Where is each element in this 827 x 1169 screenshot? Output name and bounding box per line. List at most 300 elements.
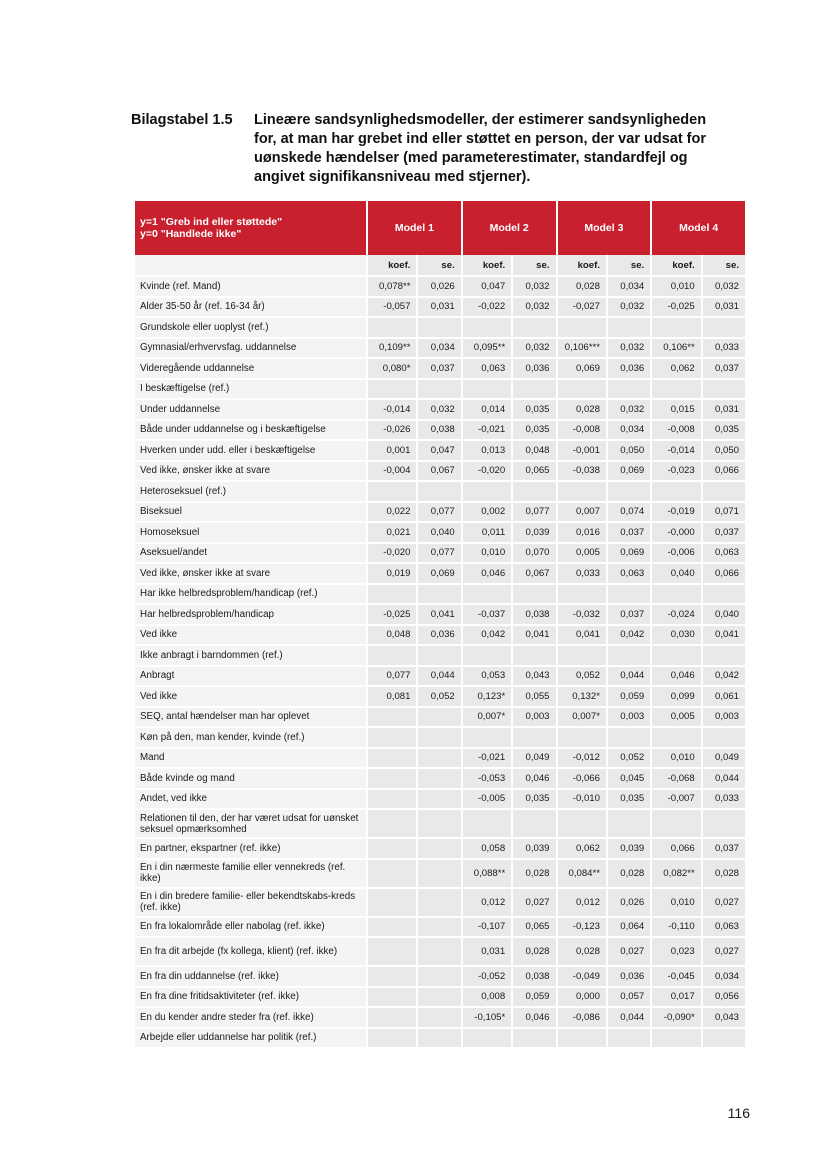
table-row — [135, 708, 745, 729]
value-cell — [463, 1029, 511, 1050]
value-cell: 0,106** — [652, 339, 700, 360]
value-cell — [558, 810, 606, 839]
value-cell: -0,008 — [558, 421, 606, 442]
value-cell — [463, 380, 511, 401]
value-cell: 0,035 — [608, 790, 650, 811]
value-cell — [368, 918, 416, 939]
value-cell: 0,038 — [513, 967, 555, 988]
value-cell — [608, 482, 650, 503]
value-cell — [652, 585, 700, 606]
value-cell: -0,052 — [463, 967, 511, 988]
table-row — [135, 749, 745, 770]
subheader-cell: koef. — [558, 255, 606, 277]
value-cell: 0,014 — [463, 400, 511, 421]
table-row — [135, 277, 745, 298]
value-cell — [513, 1029, 555, 1050]
value-cell — [368, 749, 416, 770]
table-row — [135, 359, 745, 380]
value-cell — [418, 585, 460, 606]
value-cell: 0,003 — [703, 708, 745, 729]
table-row — [135, 482, 745, 503]
value-cell — [513, 646, 555, 667]
table-row — [135, 523, 745, 544]
value-cell: -0,110 — [652, 918, 700, 939]
value-cell — [368, 860, 416, 889]
value-cell: 0,010 — [652, 749, 700, 770]
value-cell: 0,095** — [463, 339, 511, 360]
value-cell — [418, 708, 460, 729]
value-cell: 0,077 — [513, 503, 555, 524]
value-cell: 0,037 — [608, 605, 650, 626]
value-cell: 0,001 — [368, 441, 416, 462]
value-cell — [418, 318, 460, 339]
table-row — [135, 298, 745, 319]
value-cell — [513, 728, 555, 749]
value-cell: 0,071 — [703, 503, 745, 524]
value-cell: 0,049 — [703, 749, 745, 770]
value-cell — [608, 810, 650, 839]
row-label: Hverken under udd. eller i beskæftigelse — [135, 441, 366, 462]
value-cell: 0,069 — [558, 359, 606, 380]
value-cell: 0,041 — [513, 626, 555, 647]
value-cell: 0,034 — [608, 421, 650, 442]
value-cell: 0,066 — [652, 839, 700, 860]
value-cell — [703, 380, 745, 401]
table-row — [135, 889, 745, 918]
value-cell: 0,063 — [703, 918, 745, 939]
value-cell: 0,088** — [463, 860, 511, 889]
model-1-header: Model 1 — [368, 201, 461, 255]
value-cell: 0,028 — [703, 860, 745, 889]
value-cell: -0,068 — [652, 769, 700, 790]
value-cell: 0,036 — [608, 359, 650, 380]
value-cell: 0,037 — [703, 839, 745, 860]
table-row — [135, 380, 745, 401]
value-cell: 0,132* — [558, 687, 606, 708]
table-row — [135, 544, 745, 565]
value-cell: 0,010 — [463, 544, 511, 565]
value-cell — [703, 318, 745, 339]
value-cell: 0,032 — [513, 277, 555, 298]
table-row — [135, 918, 745, 939]
value-cell: 0,040 — [652, 564, 700, 585]
row-label: Homoseksuel — [135, 523, 366, 544]
value-cell — [368, 790, 416, 811]
value-cell — [513, 585, 555, 606]
value-cell: 0,032 — [608, 400, 650, 421]
value-cell — [513, 380, 555, 401]
table-row — [135, 988, 745, 1009]
value-cell: 0,011 — [463, 523, 511, 544]
row-label: Under uddannelse — [135, 400, 366, 421]
caption-text: Lineære sandsynlighedsmodeller, der estimerer sandsynligheden for, at man har grebet ind eller støttet en person, der var udsat for uønskede hændelser (med parameterestimater, standardfejl og angivet signifikansniveau med stjerner). — [254, 112, 707, 185]
value-cell — [463, 482, 511, 503]
row-label: SEQ, antal hændelser man har oplevet — [135, 708, 366, 729]
value-cell — [368, 769, 416, 790]
value-cell: -0,008 — [652, 421, 700, 442]
table-row — [135, 667, 745, 688]
row-label: Gymnasial/erhvervsfag. uddannelse — [135, 339, 366, 360]
value-cell — [652, 318, 700, 339]
value-cell: 0,042 — [463, 626, 511, 647]
value-cell: -0,007 — [652, 790, 700, 811]
value-cell — [558, 380, 606, 401]
value-cell — [703, 482, 745, 503]
value-cell — [703, 1029, 745, 1050]
value-cell: -0,026 — [368, 421, 416, 442]
value-cell: 0,052 — [608, 749, 650, 770]
value-cell — [368, 938, 416, 967]
subheader-cell: se. — [513, 255, 555, 277]
value-cell: 0,106*** — [558, 339, 606, 360]
value-cell: 0,062 — [558, 839, 606, 860]
value-cell: 0,040 — [418, 523, 460, 544]
value-cell — [368, 1029, 416, 1050]
value-cell — [608, 585, 650, 606]
value-cell: -0,025 — [652, 298, 700, 319]
value-cell: 0,010 — [652, 889, 700, 918]
value-cell: 0,070 — [513, 544, 555, 565]
value-cell: -0,027 — [558, 298, 606, 319]
table-row — [135, 605, 745, 626]
value-cell: -0,014 — [368, 400, 416, 421]
value-cell: 0,123* — [463, 687, 511, 708]
value-cell: 0,082** — [652, 860, 700, 889]
value-cell — [513, 318, 555, 339]
value-cell — [558, 646, 606, 667]
row-label: En i din bredere familie- eller bekendtskabs-kreds (ref. ikke) — [135, 889, 366, 918]
value-cell — [418, 646, 460, 667]
value-cell — [463, 646, 511, 667]
value-cell — [652, 1029, 700, 1050]
value-cell: 0,036 — [418, 626, 460, 647]
value-cell: 0,034 — [418, 339, 460, 360]
value-cell: 0,026 — [608, 889, 650, 918]
row-label: Anbragt — [135, 667, 366, 688]
value-cell — [608, 646, 650, 667]
table-row — [135, 860, 745, 889]
value-cell: 0,084** — [558, 860, 606, 889]
table-caption — [131, 111, 731, 187]
subheader-row — [135, 255, 745, 277]
value-cell — [418, 728, 460, 749]
row-label: En partner, ekspartner (ref. ikke) — [135, 839, 366, 860]
outcome-y1: y=1 "Greb ind eller støttede" — [140, 216, 283, 228]
value-cell: 0,039 — [513, 523, 555, 544]
table-row — [135, 339, 745, 360]
regression-table — [133, 201, 747, 1049]
value-cell: -0,032 — [558, 605, 606, 626]
value-cell: 0,050 — [703, 441, 745, 462]
value-cell: 0,031 — [463, 938, 511, 967]
value-cell: 0,063 — [703, 544, 745, 565]
value-cell: 0,037 — [608, 523, 650, 544]
subheader-cell: se. — [418, 255, 460, 277]
table-row — [135, 810, 745, 839]
value-cell — [513, 810, 555, 839]
value-cell: -0,123 — [558, 918, 606, 939]
value-cell: 0,019 — [368, 564, 416, 585]
value-cell — [608, 380, 650, 401]
row-label: En fra lokalområde eller nabolag (ref. ikke) — [135, 918, 366, 939]
value-cell — [463, 585, 511, 606]
value-cell: 0,041 — [703, 626, 745, 647]
table-row — [135, 462, 745, 483]
value-cell: 0,027 — [513, 889, 555, 918]
caption-label: Bilagstabel 1.5 — [131, 112, 233, 128]
row-label: Relationen til den, der har været udsat for uønsket seksuel opmærksomhed — [135, 810, 366, 839]
value-cell — [513, 482, 555, 503]
value-cell: 0,007 — [558, 503, 606, 524]
table-row — [135, 441, 745, 462]
row-label: Har ikke helbredsproblem/handicap (ref.) — [135, 585, 366, 606]
model-2-header: Model 2 — [463, 201, 556, 255]
subheader-cell: se. — [703, 255, 745, 277]
value-cell: 0,005 — [558, 544, 606, 565]
value-cell: 0,028 — [558, 277, 606, 298]
value-cell — [418, 380, 460, 401]
value-cell: 0,036 — [513, 359, 555, 380]
table-row — [135, 626, 745, 647]
value-cell — [418, 988, 460, 1009]
value-cell — [368, 318, 416, 339]
value-cell: -0,012 — [558, 749, 606, 770]
value-cell: 0,109** — [368, 339, 416, 360]
value-cell: 0,044 — [703, 769, 745, 790]
value-cell — [418, 1008, 460, 1029]
row-label: Grundskole eller uoplyst (ref.) — [135, 318, 366, 339]
table-row — [135, 585, 745, 606]
subheader-blank — [135, 255, 366, 277]
value-cell: 0,046 — [513, 769, 555, 790]
value-cell: 0,000 — [558, 988, 606, 1009]
value-cell: 0,042 — [608, 626, 650, 647]
value-cell: 0,046 — [463, 564, 511, 585]
value-cell: 0,015 — [652, 400, 700, 421]
value-cell — [652, 482, 700, 503]
row-label: Køn på den, man kender, kvinde (ref.) — [135, 728, 366, 749]
value-cell: 0,064 — [608, 918, 650, 939]
table-row — [135, 1008, 745, 1029]
value-cell: 0,077 — [368, 667, 416, 688]
value-cell: -0,038 — [558, 462, 606, 483]
value-cell: 0,041 — [418, 605, 460, 626]
value-cell — [418, 749, 460, 770]
value-cell — [418, 938, 460, 967]
value-cell: 0,044 — [608, 1008, 650, 1029]
value-cell — [558, 728, 606, 749]
value-cell — [418, 918, 460, 939]
value-cell — [368, 728, 416, 749]
value-cell: 0,028 — [608, 860, 650, 889]
table-row — [135, 421, 745, 442]
value-cell: 0,042 — [703, 667, 745, 688]
value-cell: 0,033 — [703, 790, 745, 811]
value-cell: 0,012 — [558, 889, 606, 918]
value-cell: 0,066 — [703, 564, 745, 585]
table-header-row — [135, 201, 745, 255]
value-cell: 0,053 — [463, 667, 511, 688]
table-row — [135, 769, 745, 790]
table-row — [135, 938, 745, 967]
value-cell: 0,041 — [558, 626, 606, 647]
value-cell: -0,021 — [463, 749, 511, 770]
value-cell: 0,032 — [513, 298, 555, 319]
value-cell: 0,028 — [558, 938, 606, 967]
row-label: Arbejde eller uddannelse har politik (ref.) — [135, 1029, 366, 1050]
value-cell — [368, 380, 416, 401]
value-cell: 0,003 — [608, 708, 650, 729]
value-cell: 0,058 — [463, 839, 511, 860]
value-cell — [368, 810, 416, 839]
value-cell: 0,049 — [513, 749, 555, 770]
row-label: I beskæftigelse (ref.) — [135, 380, 366, 401]
value-cell: 0,059 — [513, 988, 555, 1009]
value-cell — [368, 585, 416, 606]
value-cell: -0,053 — [463, 769, 511, 790]
value-cell: 0,017 — [652, 988, 700, 1009]
value-cell — [703, 810, 745, 839]
value-cell: 0,056 — [703, 988, 745, 1009]
value-cell: 0,007* — [463, 708, 511, 729]
value-cell — [418, 769, 460, 790]
value-cell: 0,035 — [513, 400, 555, 421]
value-cell: 0,039 — [608, 839, 650, 860]
value-cell: 0,026 — [418, 277, 460, 298]
value-cell: 0,035 — [513, 421, 555, 442]
value-cell: 0,067 — [513, 564, 555, 585]
value-cell: 0,077 — [418, 503, 460, 524]
value-cell — [558, 585, 606, 606]
value-cell: 0,031 — [703, 298, 745, 319]
value-cell: 0,035 — [513, 790, 555, 811]
value-cell: 0,043 — [513, 667, 555, 688]
model-4-header: Model 4 — [652, 201, 745, 255]
value-cell: 0,002 — [463, 503, 511, 524]
value-cell — [558, 482, 606, 503]
row-label: Kvinde (ref. Mand) — [135, 277, 366, 298]
value-cell — [418, 482, 460, 503]
value-cell: 0,045 — [608, 769, 650, 790]
value-cell — [418, 967, 460, 988]
value-cell — [558, 1029, 606, 1050]
value-cell: -0,049 — [558, 967, 606, 988]
value-cell — [368, 1008, 416, 1029]
value-cell: 0,005 — [652, 708, 700, 729]
value-cell: 0,043 — [703, 1008, 745, 1029]
page-number: 116 — [727, 1105, 750, 1121]
value-cell — [418, 810, 460, 839]
value-cell: -0,000 — [652, 523, 700, 544]
value-cell: 0,044 — [418, 667, 460, 688]
value-cell: -0,045 — [652, 967, 700, 988]
value-cell: 0,065 — [513, 918, 555, 939]
value-cell: -0,025 — [368, 605, 416, 626]
value-cell: 0,055 — [513, 687, 555, 708]
value-cell: 0,065 — [513, 462, 555, 483]
table-row — [135, 400, 745, 421]
value-cell: 0,050 — [608, 441, 650, 462]
subheader-cell: se. — [608, 255, 650, 277]
value-cell: 0,032 — [418, 400, 460, 421]
value-cell: 0,028 — [558, 400, 606, 421]
value-cell: 0,037 — [418, 359, 460, 380]
subheader-cell: koef. — [368, 255, 416, 277]
value-cell: -0,105* — [463, 1008, 511, 1029]
value-cell: -0,090* — [652, 1008, 700, 1029]
value-cell: 0,035 — [703, 421, 745, 442]
value-cell — [652, 380, 700, 401]
row-label: Heteroseksuel (ref.) — [135, 482, 366, 503]
value-cell — [703, 585, 745, 606]
value-cell — [418, 790, 460, 811]
value-cell: -0,086 — [558, 1008, 606, 1029]
value-cell: -0,021 — [463, 421, 511, 442]
value-cell: 0,080* — [368, 359, 416, 380]
value-cell: 0,038 — [513, 605, 555, 626]
value-cell: -0,014 — [652, 441, 700, 462]
value-cell: 0,003 — [513, 708, 555, 729]
value-cell: 0,052 — [558, 667, 606, 688]
value-cell — [608, 318, 650, 339]
value-cell — [652, 646, 700, 667]
value-cell — [418, 889, 460, 918]
value-cell: -0,057 — [368, 298, 416, 319]
row-label: Aseksuel/andet — [135, 544, 366, 565]
value-cell — [368, 988, 416, 1009]
value-cell: 0,030 — [652, 626, 700, 647]
value-cell: -0,020 — [368, 544, 416, 565]
value-cell: 0,069 — [418, 564, 460, 585]
value-cell: 0,037 — [703, 359, 745, 380]
value-cell: 0,034 — [703, 967, 745, 988]
value-cell: 0,008 — [463, 988, 511, 1009]
value-cell: 0,031 — [418, 298, 460, 319]
value-cell: 0,048 — [368, 626, 416, 647]
row-label: Mand — [135, 749, 366, 770]
value-cell: 0,078** — [368, 277, 416, 298]
value-cell: 0,040 — [703, 605, 745, 626]
value-cell: 0,047 — [418, 441, 460, 462]
value-cell: 0,037 — [703, 523, 745, 544]
row-label: En fra dit arbejde (fx kollega, klient) (ref. ikke) — [135, 938, 366, 967]
value-cell: -0,020 — [463, 462, 511, 483]
row-label: Har helbredsproblem/handicap — [135, 605, 366, 626]
value-cell — [368, 708, 416, 729]
value-cell: 0,032 — [513, 339, 555, 360]
row-label: En i din nærmeste familie eller vennekreds (ref. ikke) — [135, 860, 366, 889]
value-cell: 0,032 — [608, 339, 650, 360]
value-cell: 0,059 — [608, 687, 650, 708]
value-cell: 0,066 — [703, 462, 745, 483]
value-cell: -0,024 — [652, 605, 700, 626]
value-cell: 0,036 — [608, 967, 650, 988]
row-label: Ved ikke, ønsker ikke at svare — [135, 462, 366, 483]
row-label: Ved ikke — [135, 687, 366, 708]
value-cell: 0,010 — [652, 277, 700, 298]
value-cell: 0,038 — [418, 421, 460, 442]
value-cell: 0,057 — [608, 988, 650, 1009]
row-label: Ved ikke, ønsker ikke at svare — [135, 564, 366, 585]
value-cell: 0,063 — [463, 359, 511, 380]
value-cell: 0,021 — [368, 523, 416, 544]
value-cell: 0,081 — [368, 687, 416, 708]
subheader-cell: koef. — [652, 255, 700, 277]
value-cell — [418, 839, 460, 860]
row-label: En fra din uddannelse (ref. ikke) — [135, 967, 366, 988]
table-row — [135, 1029, 745, 1050]
value-cell — [558, 318, 606, 339]
